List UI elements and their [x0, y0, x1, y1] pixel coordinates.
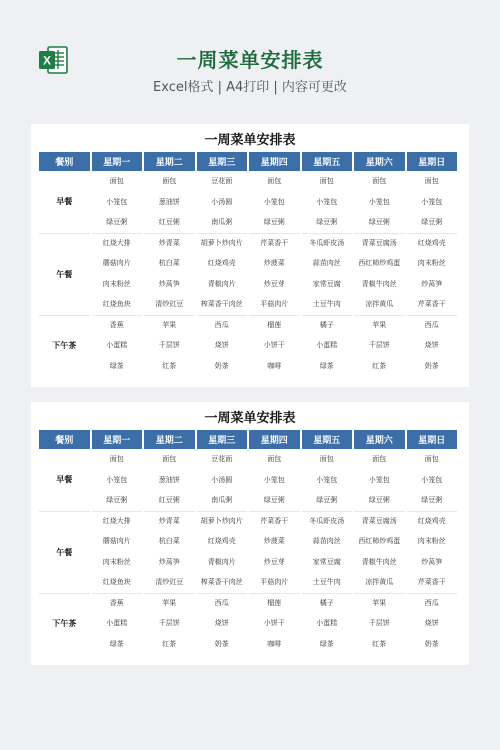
column-header-day: 星期五: [302, 152, 353, 171]
table-row: [39, 470, 457, 491]
dish-cell: 面包: [267, 455, 282, 464]
dish-cell: 杭白菜: [158, 537, 180, 546]
dish-cell: 小蛋糕: [106, 341, 128, 350]
dish-cell: 小笼包: [106, 475, 128, 484]
table-row: [39, 490, 457, 511]
dish-cell: 西瓜: [407, 593, 458, 614]
dish-cell: 绿豆粥: [316, 496, 338, 505]
dish-cell: 绿豆粥: [106, 496, 128, 505]
meal-label: 早餐: [56, 475, 73, 485]
dish-cell: 小蛋糕: [106, 619, 128, 628]
dish-cell: 红豆粥: [158, 218, 180, 227]
header-row: [39, 152, 457, 171]
dish-cell: 绿豆粥: [316, 218, 338, 227]
dish-cell: 千层饼: [158, 341, 180, 350]
dish-cell: 红烧大排: [92, 511, 143, 532]
dish-cell: 平菇肉片: [260, 578, 289, 587]
table-row: [39, 315, 457, 336]
dish-cell: 冬瓜虾皮汤: [302, 511, 353, 532]
table-row: [39, 274, 457, 295]
dish-cell: 香蕉: [92, 315, 143, 336]
dish-cell: 小汤圆: [211, 197, 233, 206]
column-header-day: 星期六: [354, 430, 405, 449]
meal-label: 午餐: [39, 233, 90, 315]
dish-cell: 绿茶: [109, 639, 124, 648]
dish-cell: 豆花面: [211, 177, 233, 186]
dish-cell: 榴莲: [249, 315, 300, 336]
dish-cell: 榨菜香干肉丝: [200, 300, 243, 309]
dish-cell: 红烧鸡壳: [207, 259, 236, 268]
dish-cell: 西瓜: [197, 315, 248, 336]
dish-cell: 小笼包: [368, 197, 390, 206]
table-row: [39, 356, 457, 377]
dish-cell: 炒莴笋: [158, 279, 180, 288]
meal-label: 早餐: [56, 197, 73, 207]
table-row: [39, 613, 457, 634]
dish-cell: 面包: [319, 455, 334, 464]
dish-cell: 红茶: [162, 361, 177, 370]
column-header-day: 星期三: [197, 430, 248, 449]
dish-cell: 蘑菇肉片: [102, 259, 131, 268]
dish-cell: 绿豆粥: [263, 218, 285, 227]
dish-cell: 西瓜: [197, 593, 248, 614]
dish-cell: 蒜苗肉丝: [312, 537, 341, 546]
dish-cell: 炒菠菜: [263, 259, 285, 268]
dish-cell: 绿豆粥: [421, 496, 443, 505]
dish-cell: 蘑菇肉片: [102, 537, 131, 546]
dish-cell: 面包: [162, 455, 177, 464]
menu-sheet: [31, 124, 469, 387]
column-header-meal: 餐别: [39, 430, 90, 449]
column-header-meal: 餐别: [39, 152, 90, 171]
dish-cell: 苹果: [354, 315, 405, 336]
dish-cell: 西红柿炒鸡蛋: [358, 537, 401, 546]
dish-cell: 烧饼: [424, 341, 439, 350]
dish-cell: 奶茶: [214, 639, 229, 648]
dish-cell: 肉末粉丝: [102, 557, 131, 566]
dish-cell: 炒莴笋: [158, 557, 180, 566]
dish-cell: 肉末粉丝: [417, 537, 446, 546]
dish-cell: 青菜豆腐汤: [354, 233, 405, 254]
meal-label: 午餐: [39, 511, 90, 593]
column-header-day: 星期六: [354, 152, 405, 171]
dish-cell: 榴莲: [249, 593, 300, 614]
table-row: [39, 511, 457, 532]
dish-cell: 红烧鸡壳: [207, 537, 236, 546]
dish-cell: 绿茶: [109, 361, 124, 370]
table-row: [39, 192, 457, 213]
dish-cell: 家常豆腐: [312, 279, 341, 288]
dish-cell: 土豆牛肉: [312, 578, 341, 587]
dish-cell: 红烧鱼块: [102, 300, 131, 309]
column-header-day: 星期二: [144, 152, 195, 171]
dish-cell: 红茶: [372, 361, 387, 370]
table-row: [39, 531, 457, 552]
dish-cell: 西红柿炒鸡蛋: [358, 259, 401, 268]
page-title: 一周菜单安排表: [176, 48, 324, 72]
column-header-day: 星期五: [302, 430, 353, 449]
table-row: [39, 171, 457, 192]
dish-cell: 炒菠菜: [263, 537, 285, 546]
dish-cell: 青椒肉片: [207, 279, 236, 288]
dish-cell: 芹菜香干: [417, 300, 446, 309]
dish-cell: 绿豆粥: [368, 496, 390, 505]
dish-cell: 清炒豇豆: [155, 300, 184, 309]
table-row: [39, 634, 457, 655]
dish-cell: 烧饼: [214, 619, 229, 628]
column-header-day: 星期日: [407, 152, 458, 171]
meal-label: 下午茶: [39, 593, 90, 655]
dish-cell: 平菇肉片: [260, 300, 289, 309]
dish-cell: 咖啡: [267, 361, 282, 370]
dish-cell: 咖啡: [267, 639, 282, 648]
dish-cell: 青菜豆腐汤: [354, 511, 405, 532]
dish-cell: 胡萝卜炒肉片: [197, 511, 248, 532]
meal-label: 下午茶: [39, 315, 90, 377]
dish-cell: 炒青菜: [144, 511, 195, 532]
dish-cell: 炒豆芽: [263, 279, 285, 288]
dish-cell: 绿豆粥: [368, 218, 390, 227]
dish-cell: 红茶: [162, 639, 177, 648]
dish-cell: 橘子: [302, 593, 353, 614]
dish-cell: 红烧鱼块: [102, 578, 131, 587]
dish-cell: 小饼干: [263, 341, 285, 350]
dish-cell: 面包: [162, 177, 177, 186]
dish-cell: 苹果: [144, 315, 195, 336]
dish-cell: 小笼包: [106, 197, 128, 206]
dish-cell: 绿豆粥: [106, 218, 128, 227]
dish-cell: 炒莴笋: [421, 557, 443, 566]
dish-cell: 小笼包: [368, 475, 390, 484]
column-header-day: 星期一: [92, 430, 143, 449]
dish-cell: 烧饼: [424, 619, 439, 628]
dish-cell: 胡萝卜炒肉片: [197, 233, 248, 254]
dish-cell: 小笼包: [421, 475, 443, 484]
dish-cell: 凉拌黄瓜: [365, 300, 394, 309]
dish-cell: 香蕉: [92, 593, 143, 614]
column-header-day: 星期二: [144, 430, 195, 449]
dish-cell: 橘子: [302, 315, 353, 336]
dish-cell: 炒莴笋: [421, 279, 443, 288]
dish-cell: 红烧鸡壳: [407, 511, 458, 532]
column-header-day: 星期四: [249, 430, 300, 449]
dish-cell: 小蛋糕: [316, 619, 338, 628]
dish-cell: 小蛋糕: [316, 341, 338, 350]
dish-cell: 面包: [319, 177, 334, 186]
dish-cell: 冬瓜虾皮汤: [302, 233, 353, 254]
dish-cell: 家常豆腐: [312, 557, 341, 566]
dish-cell: 芹菜香干: [417, 578, 446, 587]
dish-cell: 奶茶: [214, 361, 229, 370]
dish-cell: 小饼干: [263, 619, 285, 628]
dish-cell: 葱油饼: [158, 475, 180, 484]
table-row: [39, 212, 457, 233]
dish-cell: 烧饼: [214, 341, 229, 350]
dish-cell: 小笼包: [263, 197, 285, 206]
menu-table: [37, 152, 459, 376]
table-row: [39, 294, 457, 315]
dish-cell: 千层饼: [368, 341, 390, 350]
dish-cell: 面包: [109, 177, 124, 186]
dish-cell: 南瓜粥: [211, 218, 233, 227]
column-header-day: 星期一: [92, 152, 143, 171]
dish-cell: 肉末粉丝: [417, 259, 446, 268]
dish-cell: 苹果: [354, 593, 405, 614]
page-subtitle: Excel格式 | A4打印 | 内容可更改: [153, 80, 347, 95]
column-header-day: 星期日: [407, 430, 458, 449]
dish-cell: 红豆粥: [158, 496, 180, 505]
dish-cell: 蒜苗肉丝: [312, 259, 341, 268]
dish-cell: 小汤圆: [211, 475, 233, 484]
logo-letter: X: [42, 53, 52, 68]
dish-cell: 奶茶: [424, 361, 439, 370]
page-header: [0, 0, 500, 120]
dish-cell: 绿豆粥: [421, 218, 443, 227]
dish-cell: 绿茶: [319, 361, 334, 370]
table-row: [39, 233, 457, 254]
dish-cell: 千层饼: [368, 619, 390, 628]
dish-cell: 炒青菜: [144, 233, 195, 254]
dish-cell: 杭白菜: [158, 259, 180, 268]
table-row: [39, 253, 457, 274]
dish-cell: 西瓜: [407, 315, 458, 336]
dish-cell: 面包: [267, 177, 282, 186]
dish-cell: 奶茶: [424, 639, 439, 648]
dish-cell: 绿茶: [319, 639, 334, 648]
dish-cell: 红茶: [372, 639, 387, 648]
dish-cell: 清炒豇豆: [155, 578, 184, 587]
dish-cell: 肉末粉丝: [102, 279, 131, 288]
dish-cell: 南瓜粥: [211, 496, 233, 505]
menu-table: [37, 430, 459, 654]
dish-cell: 面包: [424, 455, 439, 464]
table-row: [39, 449, 457, 470]
dish-cell: 小笼包: [421, 197, 443, 206]
sheet-title: 一周菜单安排表: [204, 133, 296, 148]
table-row: [39, 335, 457, 356]
column-header-day: 星期四: [249, 152, 300, 171]
table-row: [39, 572, 457, 593]
dish-cell: 面包: [372, 455, 387, 464]
dish-cell: 面包: [424, 177, 439, 186]
dish-cell: 炒豆芽: [263, 557, 285, 566]
dish-cell: 面包: [109, 455, 124, 464]
dish-cell: 苹果: [144, 593, 195, 614]
dish-cell: 青椒牛肉丝: [361, 557, 397, 566]
dish-cell: 榨菜香干肉丝: [200, 578, 243, 587]
dish-cell: 小笼包: [316, 197, 338, 206]
dish-cell: 红烧大排: [92, 233, 143, 254]
dish-cell: 千层饼: [158, 619, 180, 628]
dish-cell: 土豆牛肉: [312, 300, 341, 309]
dish-cell: 豆花面: [211, 455, 233, 464]
dish-cell: 凉拌黄瓜: [365, 578, 394, 587]
dish-cell: 绿豆粥: [263, 496, 285, 505]
table-row: [39, 593, 457, 614]
dish-cell: 青椒肉片: [207, 557, 236, 566]
dish-cell: 红烧鸡壳: [407, 233, 458, 254]
table-row: [39, 552, 457, 573]
dish-cell: 青椒牛肉丝: [361, 279, 397, 288]
dish-cell: 芹菜香干: [249, 511, 300, 532]
dish-cell: 小笼包: [316, 475, 338, 484]
dish-cell: 葱油饼: [158, 197, 180, 206]
dish-cell: 小笼包: [263, 475, 285, 484]
dish-cell: 面包: [372, 177, 387, 186]
column-header-day: 星期三: [197, 152, 248, 171]
menu-sheet: [31, 402, 469, 665]
sheet-title: 一周菜单安排表: [204, 411, 296, 426]
dish-cell: 芹菜香干: [249, 233, 300, 254]
header-row: [39, 430, 457, 449]
